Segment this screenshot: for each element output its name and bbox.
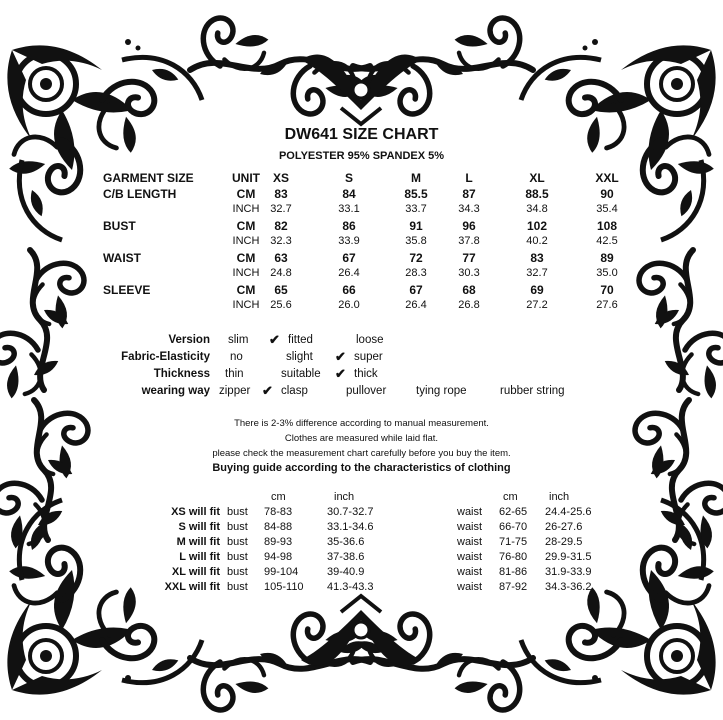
inch-value: 26.4 <box>338 267 360 279</box>
bust-cm-range: 89-93 <box>264 536 293 548</box>
unit-header: UNIT <box>232 171 260 185</box>
fit-label: M will fit <box>176 536 220 548</box>
cm-value: 90 <box>600 187 614 201</box>
cm-value: 66 <box>342 283 356 297</box>
bust-label: bust <box>227 581 248 593</box>
cm-value: 85.5 <box>404 187 428 201</box>
check-icon: ✔ <box>335 349 346 364</box>
waist-inch-range: 29.9-31.5 <box>545 551 592 563</box>
material-composition: POLYESTER 95% SPANDEX 5% <box>278 150 445 162</box>
row-label-waist: WAIST <box>103 251 141 265</box>
inch-value: 33.1 <box>338 203 360 215</box>
garment-size-header: GARMENT SIZE <box>103 171 194 185</box>
waist-cm-range: 81-86 <box>499 566 528 578</box>
bust-label: bust <box>227 521 248 533</box>
fit-label: S will fit <box>178 521 220 533</box>
inch-value: 26.4 <box>405 299 427 311</box>
cm-value: 63 <box>274 251 288 265</box>
option-rubber-string: rubber string <box>500 385 565 397</box>
waist-label: waist <box>457 581 483 593</box>
cm-value: 88.5 <box>525 187 549 201</box>
cm-value: 83 <box>530 251 544 265</box>
bust-inch-range: 35-36.6 <box>327 536 365 548</box>
buying-guide-title: Buying guide according to the characteristics of clothing <box>212 462 511 474</box>
cm-value: 84 <box>342 187 356 201</box>
row-label-sleeve: SLEEVE <box>103 283 151 297</box>
cm-value: 91 <box>409 219 423 233</box>
unit-cm: CM <box>236 283 256 297</box>
unit-inch: INCH <box>232 267 260 279</box>
cm-value: 67 <box>409 283 423 297</box>
cm-value: 96 <box>462 219 476 233</box>
bust-inch-range: 37-38.6 <box>327 551 365 563</box>
bust-inch-range: 39-40.9 <box>327 566 365 578</box>
inch-value: 27.2 <box>526 299 548 311</box>
attribute-label-fabric-elasticity: Fabric-Elasticity <box>121 351 210 363</box>
inch-value: 33.9 <box>338 235 360 247</box>
bust-cm-header: cm <box>271 491 286 503</box>
inch-value: 32.3 <box>270 235 292 247</box>
cm-value: 83 <box>274 187 288 201</box>
fit-label: XL will fit <box>171 566 220 578</box>
size-header-xxl: XXL <box>595 171 619 185</box>
option-clasp: clasp <box>281 385 308 397</box>
waist-inch-range: 34.3-36.2 <box>545 581 592 593</box>
waist-inch-range: 28-29.5 <box>545 536 583 548</box>
waist-label: waist <box>457 536 483 548</box>
option-thick: thick <box>354 368 378 380</box>
waist-cm-range: 76-80 <box>499 551 528 563</box>
fit-label: L will fit <box>179 551 220 563</box>
unit-inch: INCH <box>232 235 260 247</box>
cm-value: 102 <box>526 219 548 233</box>
bust-label: bust <box>227 551 248 563</box>
option-zipper: zipper <box>219 385 251 397</box>
waist-inch-header: inch <box>549 491 570 503</box>
waist-cm-range: 62-65 <box>499 506 528 518</box>
waist-label: waist <box>457 506 483 518</box>
chart-title: DW641 SIZE CHART <box>284 126 439 143</box>
bust-cm-range: 94-98 <box>264 551 293 563</box>
cm-value: 86 <box>342 219 356 233</box>
waist-cm-range: 71-75 <box>499 536 528 548</box>
option-tying-rope: tying rope <box>416 385 467 397</box>
note-check-chart: please check the measurement chart carefully before you buy the item. <box>212 448 511 459</box>
inch-value: 27.6 <box>596 299 618 311</box>
option-slim: slim <box>228 334 249 346</box>
inch-value: 35.0 <box>596 267 618 279</box>
option-super: super <box>354 351 383 363</box>
cm-value: 108 <box>596 219 618 233</box>
bust-inch-header: inch <box>334 491 355 503</box>
unit-cm: CM <box>236 219 256 233</box>
waist-inch-range: 31.9-33.9 <box>545 566 592 578</box>
cm-value: 67 <box>342 251 356 265</box>
cm-value: 89 <box>600 251 614 265</box>
inch-value: 34.3 <box>458 203 480 215</box>
bust-cm-range: 105-110 <box>264 581 304 593</box>
option-pullover: pullover <box>346 385 387 397</box>
waist-label: waist <box>457 521 483 533</box>
cm-value: 87 <box>462 187 476 201</box>
bust-label: bust <box>227 506 248 518</box>
bust-label: bust <box>227 536 248 548</box>
inch-value: 26.0 <box>338 299 360 311</box>
unit-inch: INCH <box>232 299 260 311</box>
waist-cm-range: 87-92 <box>499 581 528 593</box>
note-measurement-difference: There is 2-3% difference according to manual measurement. <box>234 418 489 429</box>
size-header-xs: XS <box>272 171 289 185</box>
waist-cm-header: cm <box>503 491 518 503</box>
inch-value: 35.4 <box>596 203 618 215</box>
row-label-c-b-length: C/B LENGTH <box>103 187 177 201</box>
fit-label: XXL will fit <box>164 581 220 593</box>
bust-inch-range: 33.1-34.6 <box>327 521 374 533</box>
inch-value: 25.6 <box>270 299 292 311</box>
cm-value: 65 <box>274 283 288 297</box>
bust-inch-range: 30.7-32.7 <box>327 506 374 518</box>
unit-cm: CM <box>236 187 256 201</box>
unit-cm: CM <box>236 251 256 265</box>
inch-value: 37.8 <box>458 235 480 247</box>
size-header-l: L <box>465 171 473 185</box>
bust-inch-range: 41.3-43.3 <box>327 581 374 593</box>
size-header-s: S <box>344 171 353 185</box>
inch-value: 35.8 <box>405 235 427 247</box>
option-no: no <box>230 351 243 363</box>
waist-inch-range: 26-27.6 <box>545 521 583 533</box>
cm-value: 68 <box>462 283 476 297</box>
cm-value: 70 <box>600 283 614 297</box>
waist-label: waist <box>457 566 483 578</box>
inch-value: 40.2 <box>526 235 548 247</box>
check-icon: ✔ <box>262 383 273 398</box>
cm-value: 82 <box>274 219 288 233</box>
inch-value: 24.8 <box>270 267 292 279</box>
inch-value: 33.7 <box>405 203 427 215</box>
inch-value: 30.3 <box>458 267 480 279</box>
inch-value: 42.5 <box>596 235 618 247</box>
bust-cm-range: 84-88 <box>264 521 293 533</box>
check-icon: ✔ <box>335 366 346 381</box>
row-label-bust: BUST <box>103 219 136 233</box>
option-loose: loose <box>356 334 384 346</box>
inch-value: 32.7 <box>526 267 548 279</box>
cm-value: 77 <box>462 251 476 265</box>
fit-label: XS will fit <box>171 506 220 518</box>
option-suitable: suitable <box>281 368 321 380</box>
attribute-label-wearing-way: wearing way <box>141 385 210 397</box>
option-fitted: fitted <box>288 334 313 346</box>
inch-value: 28.3 <box>405 267 427 279</box>
waist-inch-range: 24.4-25.6 <box>545 506 592 518</box>
inch-value: 26.8 <box>458 299 480 311</box>
size-header-xl: XL <box>529 171 545 185</box>
bust-label: bust <box>227 566 248 578</box>
bust-cm-range: 78-83 <box>264 506 293 518</box>
waist-label: waist <box>457 551 483 563</box>
attribute-label-version: Version <box>168 334 210 346</box>
check-icon: ✔ <box>269 332 280 347</box>
bust-cm-range: 99-104 <box>264 566 299 578</box>
attribute-label-thickness: Thickness <box>153 368 210 380</box>
cm-value: 72 <box>409 251 423 265</box>
unit-inch: INCH <box>232 203 260 215</box>
waist-cm-range: 66-70 <box>499 521 528 533</box>
inch-value: 34.8 <box>526 203 548 215</box>
option-thin: thin <box>225 368 244 380</box>
option-slight: slight <box>286 351 313 363</box>
cm-value: 69 <box>530 283 544 297</box>
size-header-m: M <box>411 171 421 185</box>
note-laid-flat: Clothes are measured while laid flat. <box>284 433 439 444</box>
inch-value: 32.7 <box>270 203 292 215</box>
